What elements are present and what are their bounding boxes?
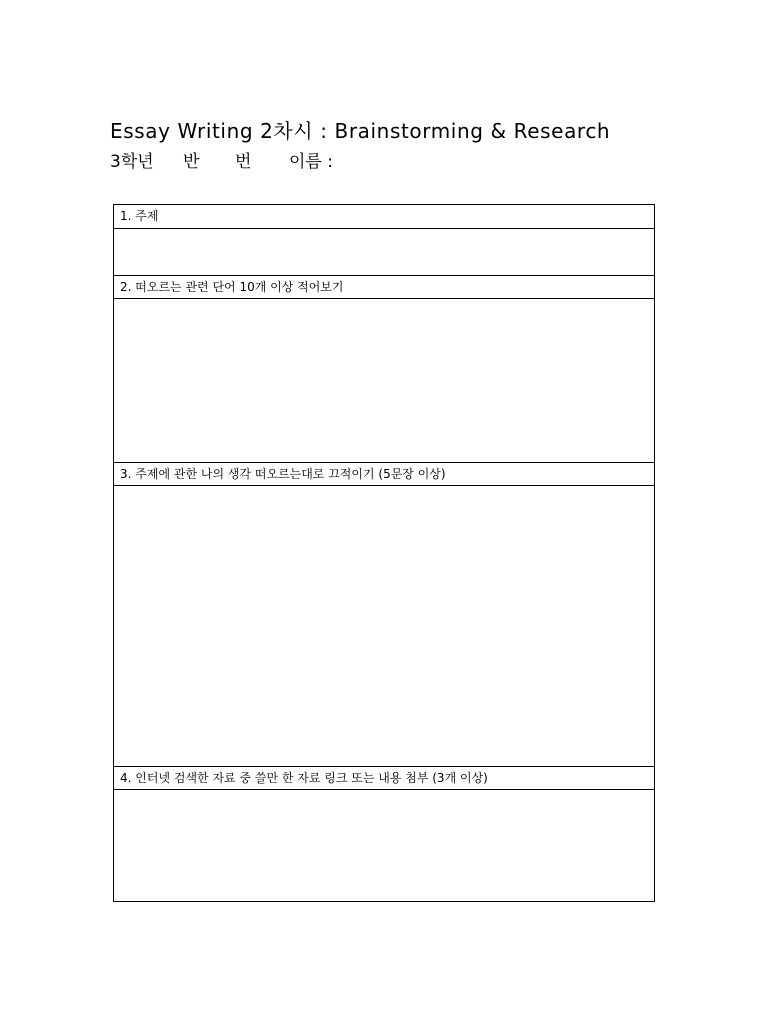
- section-4-header: 4. 인터넷 검색한 자료 중 쓸만 한 자료 링크 또는 내용 첨부 (3개 이상): [114, 767, 654, 790]
- name-label: 이름 :: [289, 152, 333, 172]
- section-4-answer-area[interactable]: [114, 790, 654, 901]
- worksheet-title: Essay Writing 2차시 : Brainstorming & Research: [110, 119, 611, 143]
- section-1-answer-area[interactable]: [114, 229, 654, 276]
- grade-label: 3학년: [110, 152, 154, 172]
- section-1-header: 1. 주제: [114, 205, 654, 229]
- section-3-header: 3. 주제에 관한 나의 생각 떠오르는대로 끄적이기 (5문장 이상): [114, 463, 654, 486]
- class-label: 반: [183, 152, 200, 172]
- number-label: 번: [235, 152, 252, 172]
- section-3-answer-area[interactable]: [114, 486, 654, 767]
- worksheet-table: [113, 204, 655, 902]
- section-2-header: 2. 떠오르는 관련 단어 10개 이상 적어보기: [114, 276, 654, 299]
- section-2-answer-area[interactable]: [114, 299, 654, 463]
